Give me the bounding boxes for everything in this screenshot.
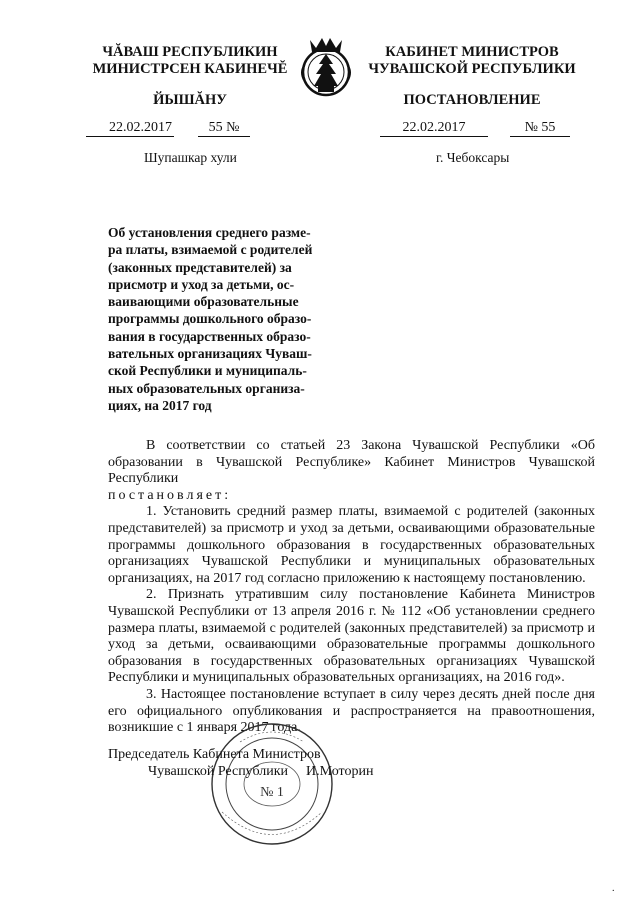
subject-line: циях, на 2017 год [108, 397, 212, 413]
corner-mark: . [612, 883, 615, 894]
chuvash-emblem-icon [296, 30, 356, 108]
subject-line: вательных организациях Чуваш- [108, 346, 312, 362]
signature-title-line2: Чувашской Республики [148, 764, 289, 779]
right-number: № 55 [510, 120, 570, 137]
intro-text: В соответствии со статьей 23 Закона Чувашской Республики «Об образовании в Чувашской Республике» Кабинет Министров Чувашской Республики [108, 438, 595, 487]
subject-line: (законных представителей) за [108, 259, 292, 275]
doctype-right: ПОСТАНОВЛЕНИЕ [403, 92, 541, 108]
subject-line: программы дошкольного образо- [108, 311, 312, 327]
header-left-line2: МИНИСТРСЕН КАБИНЕЧĔ [92, 61, 288, 77]
subject-line: ваивающими образовательные [108, 294, 299, 310]
doctype-left: ЙЫШĂНУ [153, 92, 227, 108]
header-right-line2: ЧУВАШСКОЙ РЕСПУБЛИКИ [368, 61, 576, 77]
header-right [352, 44, 592, 78]
left-date: 22.02.2017 [86, 120, 174, 137]
subject-line: ных образовательных организа- [108, 380, 305, 396]
left-number: 55 № [198, 120, 250, 137]
paragraph-3: 3. Настоящее постановление вступает в силу через десять дней после дня его официального опубликования и распространяется на правоотношения, возникшие с 1 января 2017 года. [108, 686, 595, 736]
document-body [108, 438, 595, 737]
paragraph-2: 2. Признать утратившим силу постановление Кабинета Министров Чувашской Республики от 13 апреля 2016 г. № 112 «Об установлении среднего размера платы, взимаемой с родителей (законных представителей) за присмотр и уход за детьми, осваивающими образовательные программы дошкольного образования в государственных образовательных организациях Чувашской Республики и муниципальных образовательных организациях, на 2016 год». [108, 587, 595, 686]
paragraph-1: 1. Установить средний размер платы, взимаемой с родителей (законных представителей) за присмотр и уход за детьми, осваивающими образовательные программы дошкольного образования в государственных образовательных организациях Чувашской Республики и муниципальных образовательных организациях, на 2017 год согласно приложению к настоящему постановлению. [108, 504, 595, 586]
subject-line: ской Республики и муниципаль- [108, 363, 307, 379]
stamp-number: № 1 [260, 785, 284, 800]
place-left: Шупашкар хули [144, 150, 237, 165]
subject-line: вания в государственных образо- [108, 328, 311, 344]
header-left [80, 44, 300, 78]
decree-word: постановляет: [108, 487, 232, 503]
subject-line: Об установления среднего разме- [108, 225, 311, 240]
header-left-line1: ЧĂВАШ РЕСПУБЛИКИН [102, 44, 278, 60]
signature-title-line1: Председатель Кабинета Министров [108, 747, 321, 762]
signatory-name: И.Моторин [306, 764, 374, 779]
document-subject [108, 224, 326, 414]
place-right: г. Чебоксары [436, 150, 510, 165]
subject-line: присмотр и уход за детьми, ос- [108, 276, 295, 292]
body-intro [108, 438, 595, 504]
right-date: 22.02.2017 [380, 120, 488, 137]
subject-line: ра платы, взимаемой с родителей [108, 242, 313, 258]
official-seal-icon [200, 722, 340, 852]
header-right-line1: КАБИНЕТ МИНИСТРОВ [385, 44, 559, 60]
